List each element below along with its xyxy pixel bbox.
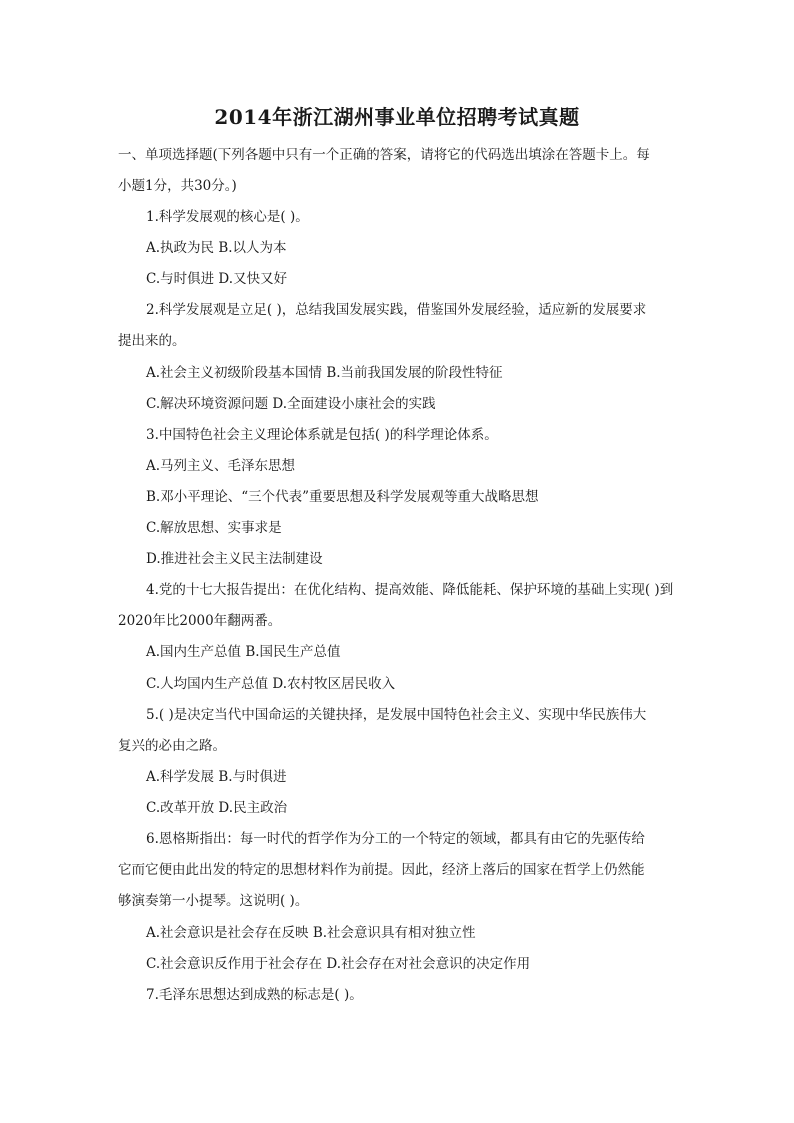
question-option: A.社会意识是社会存在反映 B.社会意识具有相对独立性: [146, 925, 476, 941]
question-stem: 7.毛泽东思想达到成熟的标志是( )。: [146, 987, 363, 1003]
question-option: B.邓小平理论、“三个代表”重要思想及科学发展观等重大战略思想: [146, 489, 539, 505]
question-option: C.解放思想、实事求是: [146, 520, 282, 536]
question-option: A.科学发展 B.与时俱进: [146, 769, 287, 785]
question-option: A.马列主义、毛泽东思想: [146, 458, 296, 474]
question-option: C.社会意识反作用于社会存在 D.社会存在对社会意识的决定作用: [146, 956, 531, 972]
question-stem: 1.科学发展观的核心是( )。: [146, 209, 309, 225]
section-heading: 一、单项选择题(下列各题中只有一个正确的答案，请将它的代码选出填涂在答题卡上。每: [118, 147, 650, 163]
question-option: C.人均国内生产总值 D.农村牧区居民收入: [146, 676, 396, 692]
question-stem: 2.科学发展观是立足( )，总结我国发展实践，借鉴国外发展经验，适应新的发展要求: [146, 302, 647, 318]
question-option: C.与时俱进 D.又快又好: [146, 271, 288, 287]
question-option: A.执政为民 B.以人为本: [146, 240, 287, 256]
question-option: C.改革开放 D.民主政治: [146, 800, 288, 816]
section-heading-cont: 小题1分，共30分。): [118, 178, 237, 194]
question-stem: 5.( )是决定当代中国命运的关键抉择，是发展中国特色社会主义、实现中华民族伟大: [146, 707, 647, 723]
question-stem-cont: 它而它便由此出发的特定的思想材料作为前提。因此，经济上落后的国家在哲学上仍然能: [118, 862, 645, 878]
document-title: 2014年浙江湖州事业单位招聘考试真题: [214, 105, 580, 129]
question-stem: 6.恩格斯指出：每一时代的哲学作为分工的一个特定的领域，都具有由它的先驱传给: [146, 831, 645, 847]
question-stem-cont: 够演奏第一小提琴。这说明( )。: [118, 893, 309, 909]
question-option: A.社会主义初级阶段基本国情 B.当前我国发展的阶段性特征: [146, 365, 503, 381]
question-stem: 4.党的十七大报告提出：在优化结构、提高效能、降低能耗、保护环境的基础上实现( )到: [146, 582, 674, 598]
question-stem: 3.中国特色社会主义理论体系就是包括( )的科学理论体系。: [146, 427, 498, 443]
question-option: D.推进社会主义民主法制建设: [146, 551, 323, 567]
question-stem-cont: 提出来的。: [118, 333, 186, 349]
question-option: A.国内生产总值 B.国民生产总值: [146, 644, 341, 660]
question-stem-cont: 2020年比2000年翻两番。: [118, 613, 282, 629]
question-stem-cont: 复兴的必由之路。: [118, 738, 226, 754]
question-option: C.解决环境资源问题 D.全面建设小康社会的实践: [146, 396, 436, 412]
